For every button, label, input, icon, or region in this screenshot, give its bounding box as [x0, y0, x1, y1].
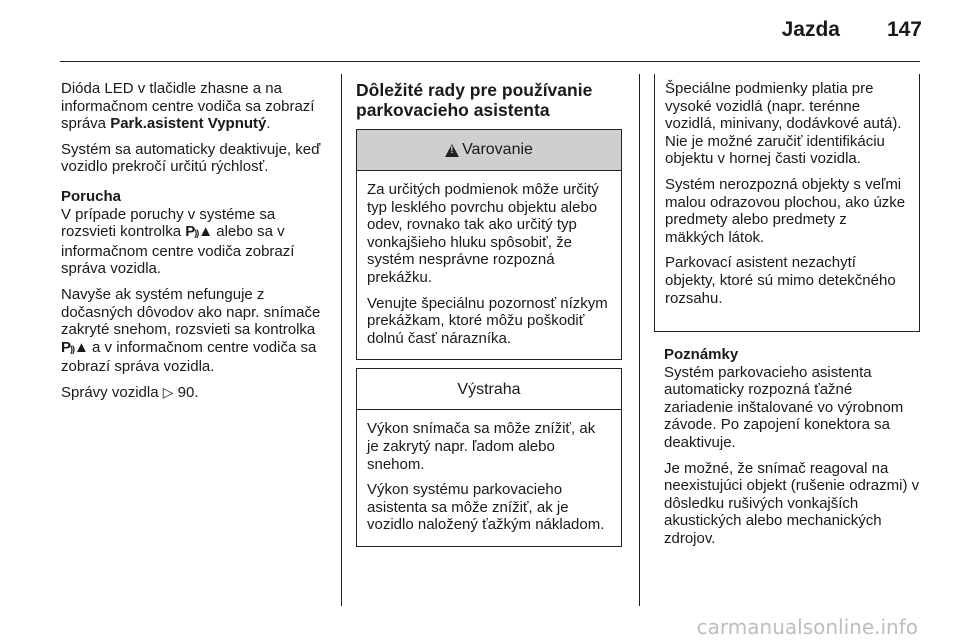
- warning-box: [356, 129, 622, 360]
- column-1: [61, 80, 333, 410]
- park-assist-icon: P))▲: [185, 223, 213, 241]
- box-paragraph-3: Parkovací asistent nezachytí objekty, ktoré sú mimo detekčného rozsahu.: [665, 254, 896, 307]
- section-heading: Dôležité rady pre používanie parkovacieho asistenta: [356, 80, 593, 120]
- page-header: [0, 0, 960, 60]
- page-number: 147: [886, 18, 922, 41]
- warning-paragraph-2: Venujte špeciálnu pozornosť nízkym prekážkam, ktoré môžu poškodiť dolnú časť nárazníka.: [367, 294, 608, 347]
- paragraph-temporary: Navyše ak systém nefunguje z dočasných dôvodov ako napr. snímače zakryté snehom, rozsvieti sa kontrolka P))▲ a v informačnom centre vodiča sa zobrazí správa vozidla.: [61, 285, 321, 376]
- box-paragraph-1: Špeciálne podmienky platia pre vysoké vozidlá (napr. terénne vozidlá, minivany, dodávkové autá). Nie je možné zaručiť identifikáciu objektu v hornej časti vozidla.: [665, 80, 902, 168]
- watermark: carmanualsonline.info: [696, 615, 918, 639]
- caution-paragraph-1: Výkon snímača sa môže znížiť, ak je zakrytý napr. ľadom alebo snehom.: [367, 420, 596, 473]
- paragraph-led: Dióda LED v tlačidle zhasne a na informačnom centre vodiča sa zobrazí správa Park.asistent Vypnutý.: [61, 80, 315, 133]
- column-2: [356, 80, 622, 547]
- notes-paragraph-1: Systém parkovacieho asistenta automaticky rozpozná ťažné zariadenie inštalované vo výrobnom závode. Po zapojení konektora sa deaktivuje.: [664, 363, 904, 451]
- paragraph-auto-deactivate: Systém sa automaticky deaktivuje, keď vozidlo prekročí určitú rýchlosť.: [61, 140, 321, 176]
- column-3-notes: [664, 344, 922, 556]
- notes-heading: Poznámky: [664, 346, 739, 363]
- warning-title: Varovanie: [462, 141, 533, 159]
- caution-title: Výstraha: [457, 380, 521, 398]
- fault-heading: Porucha: [61, 187, 122, 205]
- caution-body: [357, 410, 621, 546]
- column-divider-1: [341, 74, 342, 606]
- message-park-assist-off: Park.asistent Vypnutý: [110, 115, 267, 133]
- caution-header: [357, 369, 621, 410]
- warning-triangle-icon: [445, 144, 459, 157]
- notes-paragraph-2: Je možné, že snímač reagoval na neexistujúci objekt (rušenie odrazmi) v dôsledku rušivých vonkajších akustických alebo mechanických zdrojov.: [664, 459, 920, 547]
- caution-paragraph-2: Výkon systému parkovacieho asistenta sa môže znížiť, ak je vozidlo naložený ťažkým nákladom.: [367, 481, 605, 534]
- page-reference-icon: ▷: [162, 383, 174, 400]
- warning-box-continued: [654, 74, 920, 332]
- warning-header: [357, 130, 621, 171]
- chapter-title: Jazda: [781, 18, 840, 41]
- box-paragraph-2: Systém nerozpozná objekty s veľmi malou odrazovou plochou, ako úzke predmety alebo predmety z mäkkých látok.: [665, 175, 906, 246]
- paragraph-vehicle-messages: Správy vozidla ▷ 90.: [61, 383, 199, 401]
- park-assist-icon: P))▲: [61, 338, 88, 356]
- warning-body: [357, 171, 621, 359]
- caution-box: [356, 368, 622, 547]
- warning-paragraph-1: Za určitých podmienok môže určitý typ lesklého povrchu objektu alebo odev, rovnako tak ako určitý typ vonkajšieho hluku spôsobiť, že systém nesprávne rozpozná prekážku.: [367, 181, 599, 286]
- column-divider-2: [639, 74, 640, 606]
- paragraph-fault: V prípade poruchy v systéme sa rozsvieti kontrolka P))▲ alebo sa v informačnom centre vodiča zobrazí správa vozidla.: [61, 205, 295, 278]
- header-rule: [60, 61, 920, 62]
